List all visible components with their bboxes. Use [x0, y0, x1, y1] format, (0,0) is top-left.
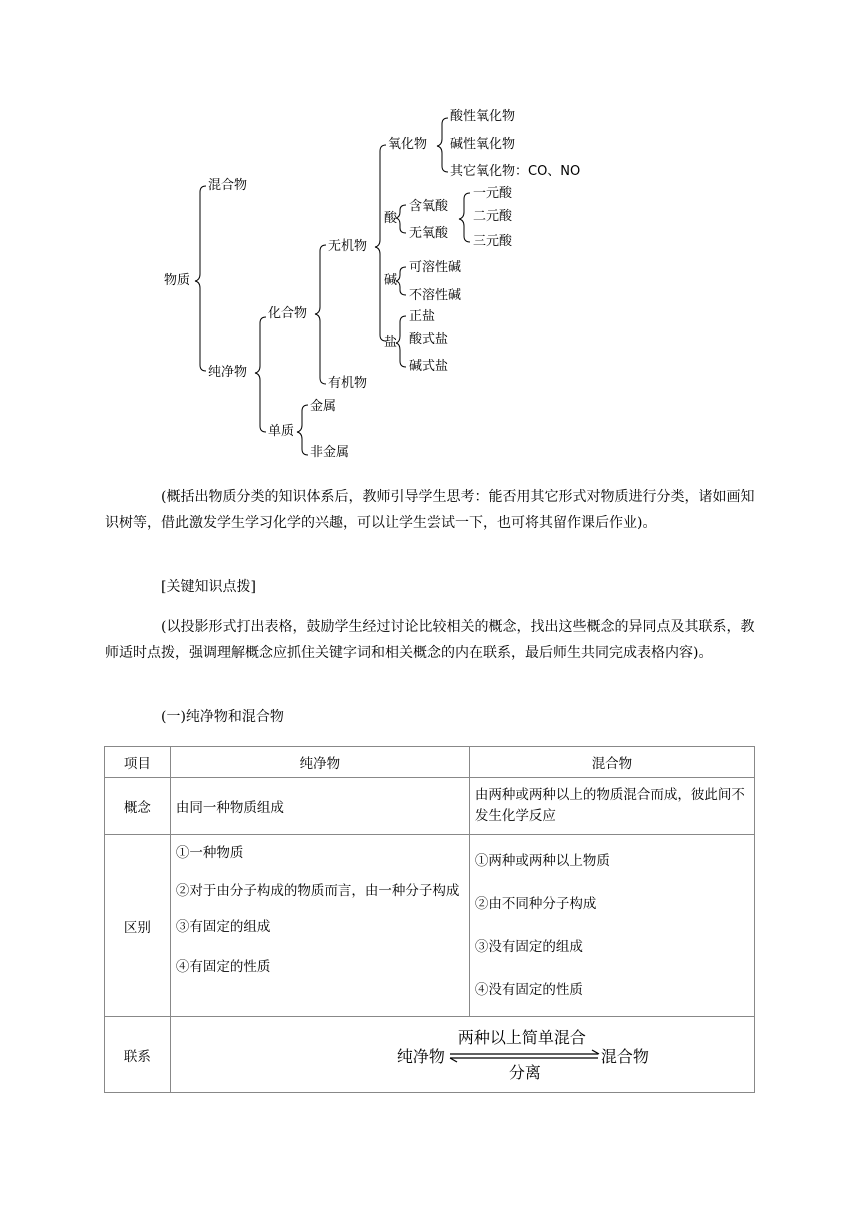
- tree-node-other-oxide: 其它氧化物：CO、NO: [450, 164, 581, 179]
- relation-left: 纯净物: [396, 1046, 445, 1066]
- difference-mixture: [469, 835, 754, 1017]
- table-row-concept: [105, 778, 755, 835]
- tree-node-organic: 有机物: [328, 376, 368, 391]
- diff-pure-item: ②对于由分子构成的物质而言，由一种分子构成: [175, 883, 460, 899]
- tree-node-inorganic: 无机物: [328, 239, 368, 254]
- tree-node-base: 碱: [384, 273, 398, 288]
- tree-node-acid-salt: 酸式盐: [409, 332, 449, 347]
- header-pure: 纯净物: [170, 747, 469, 778]
- diff-mix-item: ④没有固定的性质: [474, 982, 583, 998]
- row-label-concept: 概念: [105, 778, 171, 835]
- tree-node-soluble-base: 可溶性碱: [409, 260, 462, 275]
- row-label-relation: 联系: [105, 1017, 171, 1093]
- tree-node-metal: 金属: [310, 399, 337, 414]
- paragraph-key-points: [关键知识点拨]: [161, 579, 256, 595]
- tree-node-pure: 纯净物: [208, 365, 248, 380]
- concept-mixture: 由两种或两种以上的物质混合而成，彼此间不发生化学反应: [469, 778, 754, 835]
- concept-pure: 由同一种物质组成: [170, 778, 469, 835]
- paragraph-summary: (概括出物质分类的知识体系后，教师引导学生思考：能否用其它形式对物质进行分类，诸如画知识树等，借此激发学生学习化学的兴趣，可以让学生尝试一下，也可将其留作课后作业)。: [105, 489, 755, 531]
- tree-node-mono-acid: 一元酸: [473, 186, 513, 201]
- tree-node-element: 单质: [268, 424, 295, 439]
- comparison-table: [104, 746, 755, 1093]
- relation-cell: [170, 1017, 754, 1093]
- tree-node-basic-salt: 碱式盐: [409, 359, 449, 374]
- relation-top: 两种以上简单混合: [457, 1027, 586, 1047]
- row-label-difference: 区别: [105, 835, 171, 1017]
- diff-pure-item: ①一种物质: [175, 845, 244, 861]
- header-mixture: 混合物: [469, 747, 754, 778]
- relation-bottom: 分离: [508, 1062, 541, 1082]
- tree-node-acidic-oxide: 酸性氧化物: [450, 109, 516, 124]
- table-row-relation: [105, 1017, 755, 1093]
- paragraph-instructions: (以投影形式打出表格，鼓励学生经过讨论比较相关的概念，找出这些概念的异同点及其联系，教师适时点拨，强调理解概念应抓住关键字词和相关概念的内在联系，最后师生共同完成表格内容)。: [105, 619, 755, 661]
- tree-node-basic-oxide: 碱性氧化物: [450, 137, 516, 152]
- tree-node-oxyacid: 含氧酸: [409, 199, 449, 214]
- tree-node-salt: 盐: [384, 335, 398, 350]
- tree-node-normal-salt: 正盐: [409, 309, 436, 324]
- relation-right: 混合物: [600, 1046, 649, 1066]
- tree-node-root: 物质: [164, 273, 191, 288]
- tree-node-non-oxyacid: 无氧酸: [409, 226, 449, 241]
- tree-node-insoluble-base: 不溶性碱: [409, 288, 462, 303]
- tree-node-compound: 化合物: [268, 306, 308, 321]
- table-row-difference: [105, 835, 755, 1017]
- classification-tree: [0, 0, 860, 470]
- tree-node-oxide: 氧化物: [388, 137, 428, 152]
- header-item: 项目: [105, 747, 171, 778]
- diff-pure-item: ③有固定的组成: [175, 919, 271, 935]
- section-heading: (一)纯净物和混合物: [161, 709, 284, 725]
- diff-mix-item: ③没有固定的组成: [474, 939, 583, 955]
- difference-pure: [170, 835, 469, 1017]
- diff-mix-item: ①两种或两种以上物质: [474, 853, 610, 869]
- tree-node-nonmetal: 非金属: [310, 445, 350, 460]
- diff-mix-item: ②由不同种分子构成: [474, 896, 597, 912]
- tree-node-di-acid: 二元酸: [473, 209, 513, 224]
- tree-node-acid: 酸: [384, 211, 398, 226]
- table-header-row: [105, 747, 755, 778]
- relation-equation: [171, 1018, 754, 1092]
- double-arrow-icon: [448, 1046, 648, 1066]
- tree-node-tri-acid: 三元酸: [473, 234, 513, 249]
- diff-pure-item: ④有固定的性质: [175, 959, 271, 975]
- tree-node-mixture: 混合物: [208, 178, 248, 193]
